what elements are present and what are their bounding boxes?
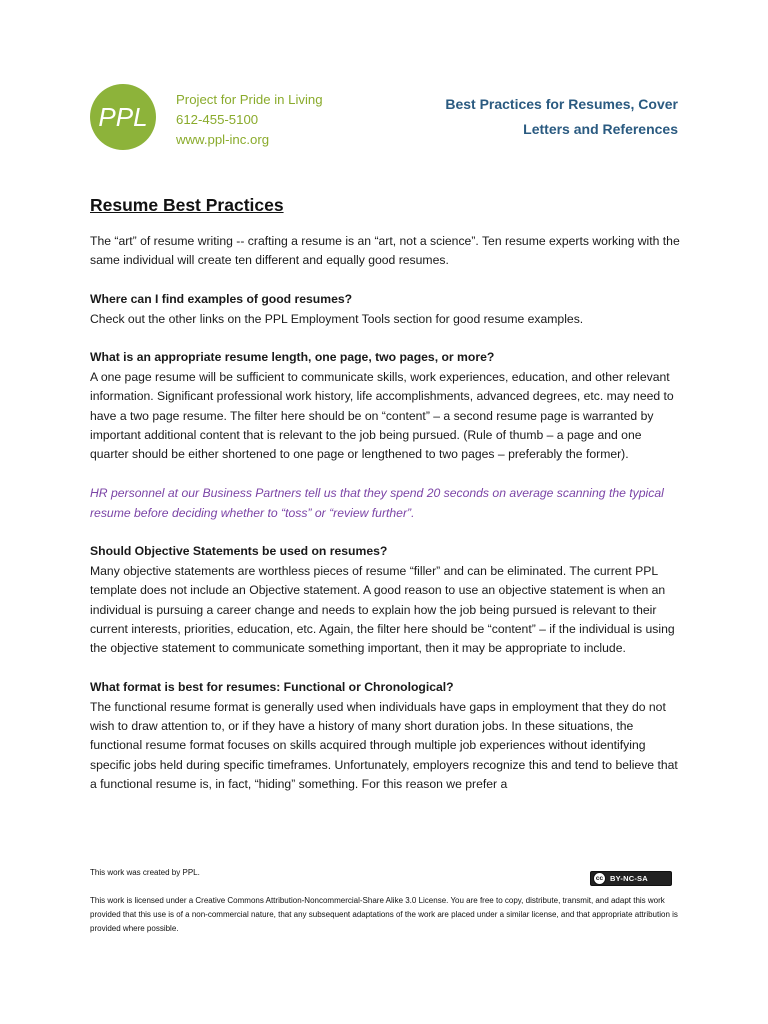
org-contact xyxy=(176,90,323,150)
document-title-line1: Best Practices for Resumes, Cover xyxy=(445,96,678,112)
footer-license: This work is licensed under a Creative Commons Attribution-Noncommercial-Share Alike 3.0 License. You are free to copy, distribute, transmit, and adapt this work provided that this use is of a non-commercial nature, that any subsequent adaptations of the work are placed under a similar license, and that appropriate attribution is provided where possible. xyxy=(90,896,678,933)
document-title-line2: Letters and References xyxy=(523,121,678,137)
cc-badge-text: BY-NC-SA xyxy=(610,874,648,883)
ppl-logo xyxy=(90,84,156,150)
faq-item xyxy=(90,348,680,464)
faq-item xyxy=(90,542,680,658)
section-title: Resume Best Practices xyxy=(90,195,284,215)
cc-icon: cc xyxy=(593,872,606,885)
intro-paragraph: The “art” of resume writing -- crafting a resume is an “art, not a science”. Ten resume experts working with the same individual will create ten different and equally good resumes. xyxy=(90,234,680,268)
faq-question: Where can I find examples of good resumes? xyxy=(90,292,353,307)
faq-answer: Many objective statements are worthless pieces of resume “filler” and can be eliminated. The current PPL template does not include an Objective statement. A good reason to use an objective statement is when an individual is pursuing a career change and needs to explain how the job being pursued is relevant to their current interests, priorities, education, etc. Again, the filter here should be “content” – if the individual is using the objective statement to communicate something important, then it may be appropriate to include. xyxy=(90,563,675,656)
faq-item xyxy=(90,678,680,794)
document-body xyxy=(90,232,680,814)
footer-created: This work was created by PPL. xyxy=(90,868,200,877)
faq-item xyxy=(90,290,680,329)
faq-answer: Check out the other links on the PPL Employment Tools section for good resume examples. xyxy=(90,311,584,326)
document-title xyxy=(418,92,678,142)
faq-question: What format is best for resumes: Functional or Chronological? xyxy=(90,680,454,695)
hr-callout: HR personnel at our Business Partners tell us that they spend 20 seconds on average scanning the typical resume before deciding whether to “toss” or “review further”. xyxy=(90,486,664,520)
org-phone: 612-455-5100 xyxy=(176,112,259,127)
org-website[interactable]: www.ppl-inc.org xyxy=(176,132,270,147)
org-name: Project for Pride in Living xyxy=(176,92,323,107)
logo-text: PPL xyxy=(98,102,148,132)
faq-question: What is an appropriate resume length, one page, two pages, or more? xyxy=(90,350,495,365)
letterhead xyxy=(90,84,680,164)
cc-license-badge[interactable] xyxy=(590,871,672,886)
faq-question: Should Objective Statements be used on resumes? xyxy=(90,544,388,559)
faq-answer: A one page resume will be sufficient to communicate skills, work experiences, education, and other relevant information. Significant professional work history, life accomplishments, advanced degrees, etc. may need to have a two page resume. The filter here should be on “content” – a second resume page is warranted by important additional content that is relevant to the job being pursued. (Rule of thumb – a page and one quarter should be either shortened to one page or lengthened to two pages – preferably the former). xyxy=(90,369,674,462)
faq-answer: The functional resume format is generally used when individuals have gaps in employment that they do not wish to draw attention to, or if they have a history of many short duration jobs. In these situations, the functional resume format focuses on skills acquired through multiple job experiences without identifying specific jobs held during specific timeframes. Unfortunately, employers recognize this and tend to believe that a functional resume is, in fact, “hiding” something. For this reason we prefer a xyxy=(90,699,678,792)
